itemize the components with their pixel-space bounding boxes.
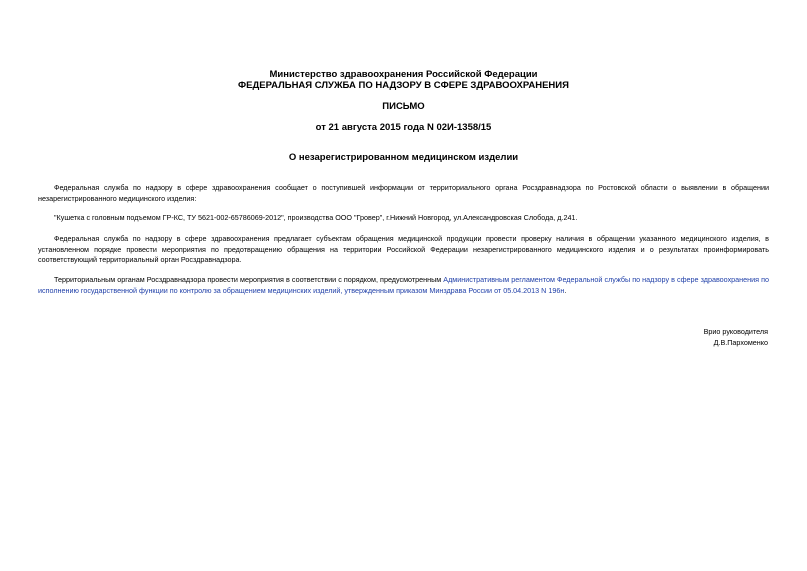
paragraph-notice: Федеральная служба по надзору в сфере здравоохранения сообщает о поступившей информации от территориального органа Росздравнадзора по Ростовской области о выявлении в обращении незарегистрированного медицинского изделия: bbox=[38, 183, 769, 203]
signatory-name: Д.В.Пархоменко bbox=[713, 338, 768, 347]
document-date-number: от 21 августа 2015 года N 02И-1358/15 bbox=[315, 122, 492, 133]
document-subject: О незарегистрированном медицинском изделии bbox=[288, 152, 519, 163]
ministry-title: Министерство здравоохранения Российской Федерации bbox=[269, 69, 538, 80]
paragraph-instruction bbox=[38, 275, 769, 296]
paragraph-device: "Кушетка с головным подъемом ГР-КС, ТУ 5621-002-65786069-2012", производства ООО "Гровер", г.Нижний Новгород, ул.Александровская Слобода, д.241. bbox=[54, 213, 578, 222]
document-type: ПИСЬМО bbox=[382, 101, 425, 112]
paragraph-proposal: Федеральная служба по надзору в сфере здравоохранения предлагает субъектам обращения медицинской продукции провести проверку наличия в обращении указанного медицинского изделия, в установленном порядке провести мероприятия по предотвращению обращения на территории Российской Федерации незарегистрированного медицинского изделия и о результатах проинформировать соответствующий территориальный орган Росздравнадзора. bbox=[38, 234, 769, 265]
paragraph-instruction-end: . bbox=[564, 285, 567, 295]
service-title: ФЕДЕРАЛЬНАЯ СЛУЖБА ПО НАДЗОРУ В СФЕРЕ ЗДРАВООХРАНЕНИЯ bbox=[238, 80, 569, 91]
paragraph-instruction-text: Территориальным органам Росздравнадзора провести мероприятия в соответствии с порядком, предусмотренным bbox=[54, 275, 444, 284]
regulation-link[interactable]: Административным регламентом Федеральной службы по надзору в сфере здравоохранения по исполнению государственной функции по контролю за обращением медицинских изделий, утвержденным приказом Минздрава России от 05.04.2013 N 196н bbox=[38, 275, 769, 295]
signatory-position: Врио руководителя bbox=[703, 327, 768, 336]
